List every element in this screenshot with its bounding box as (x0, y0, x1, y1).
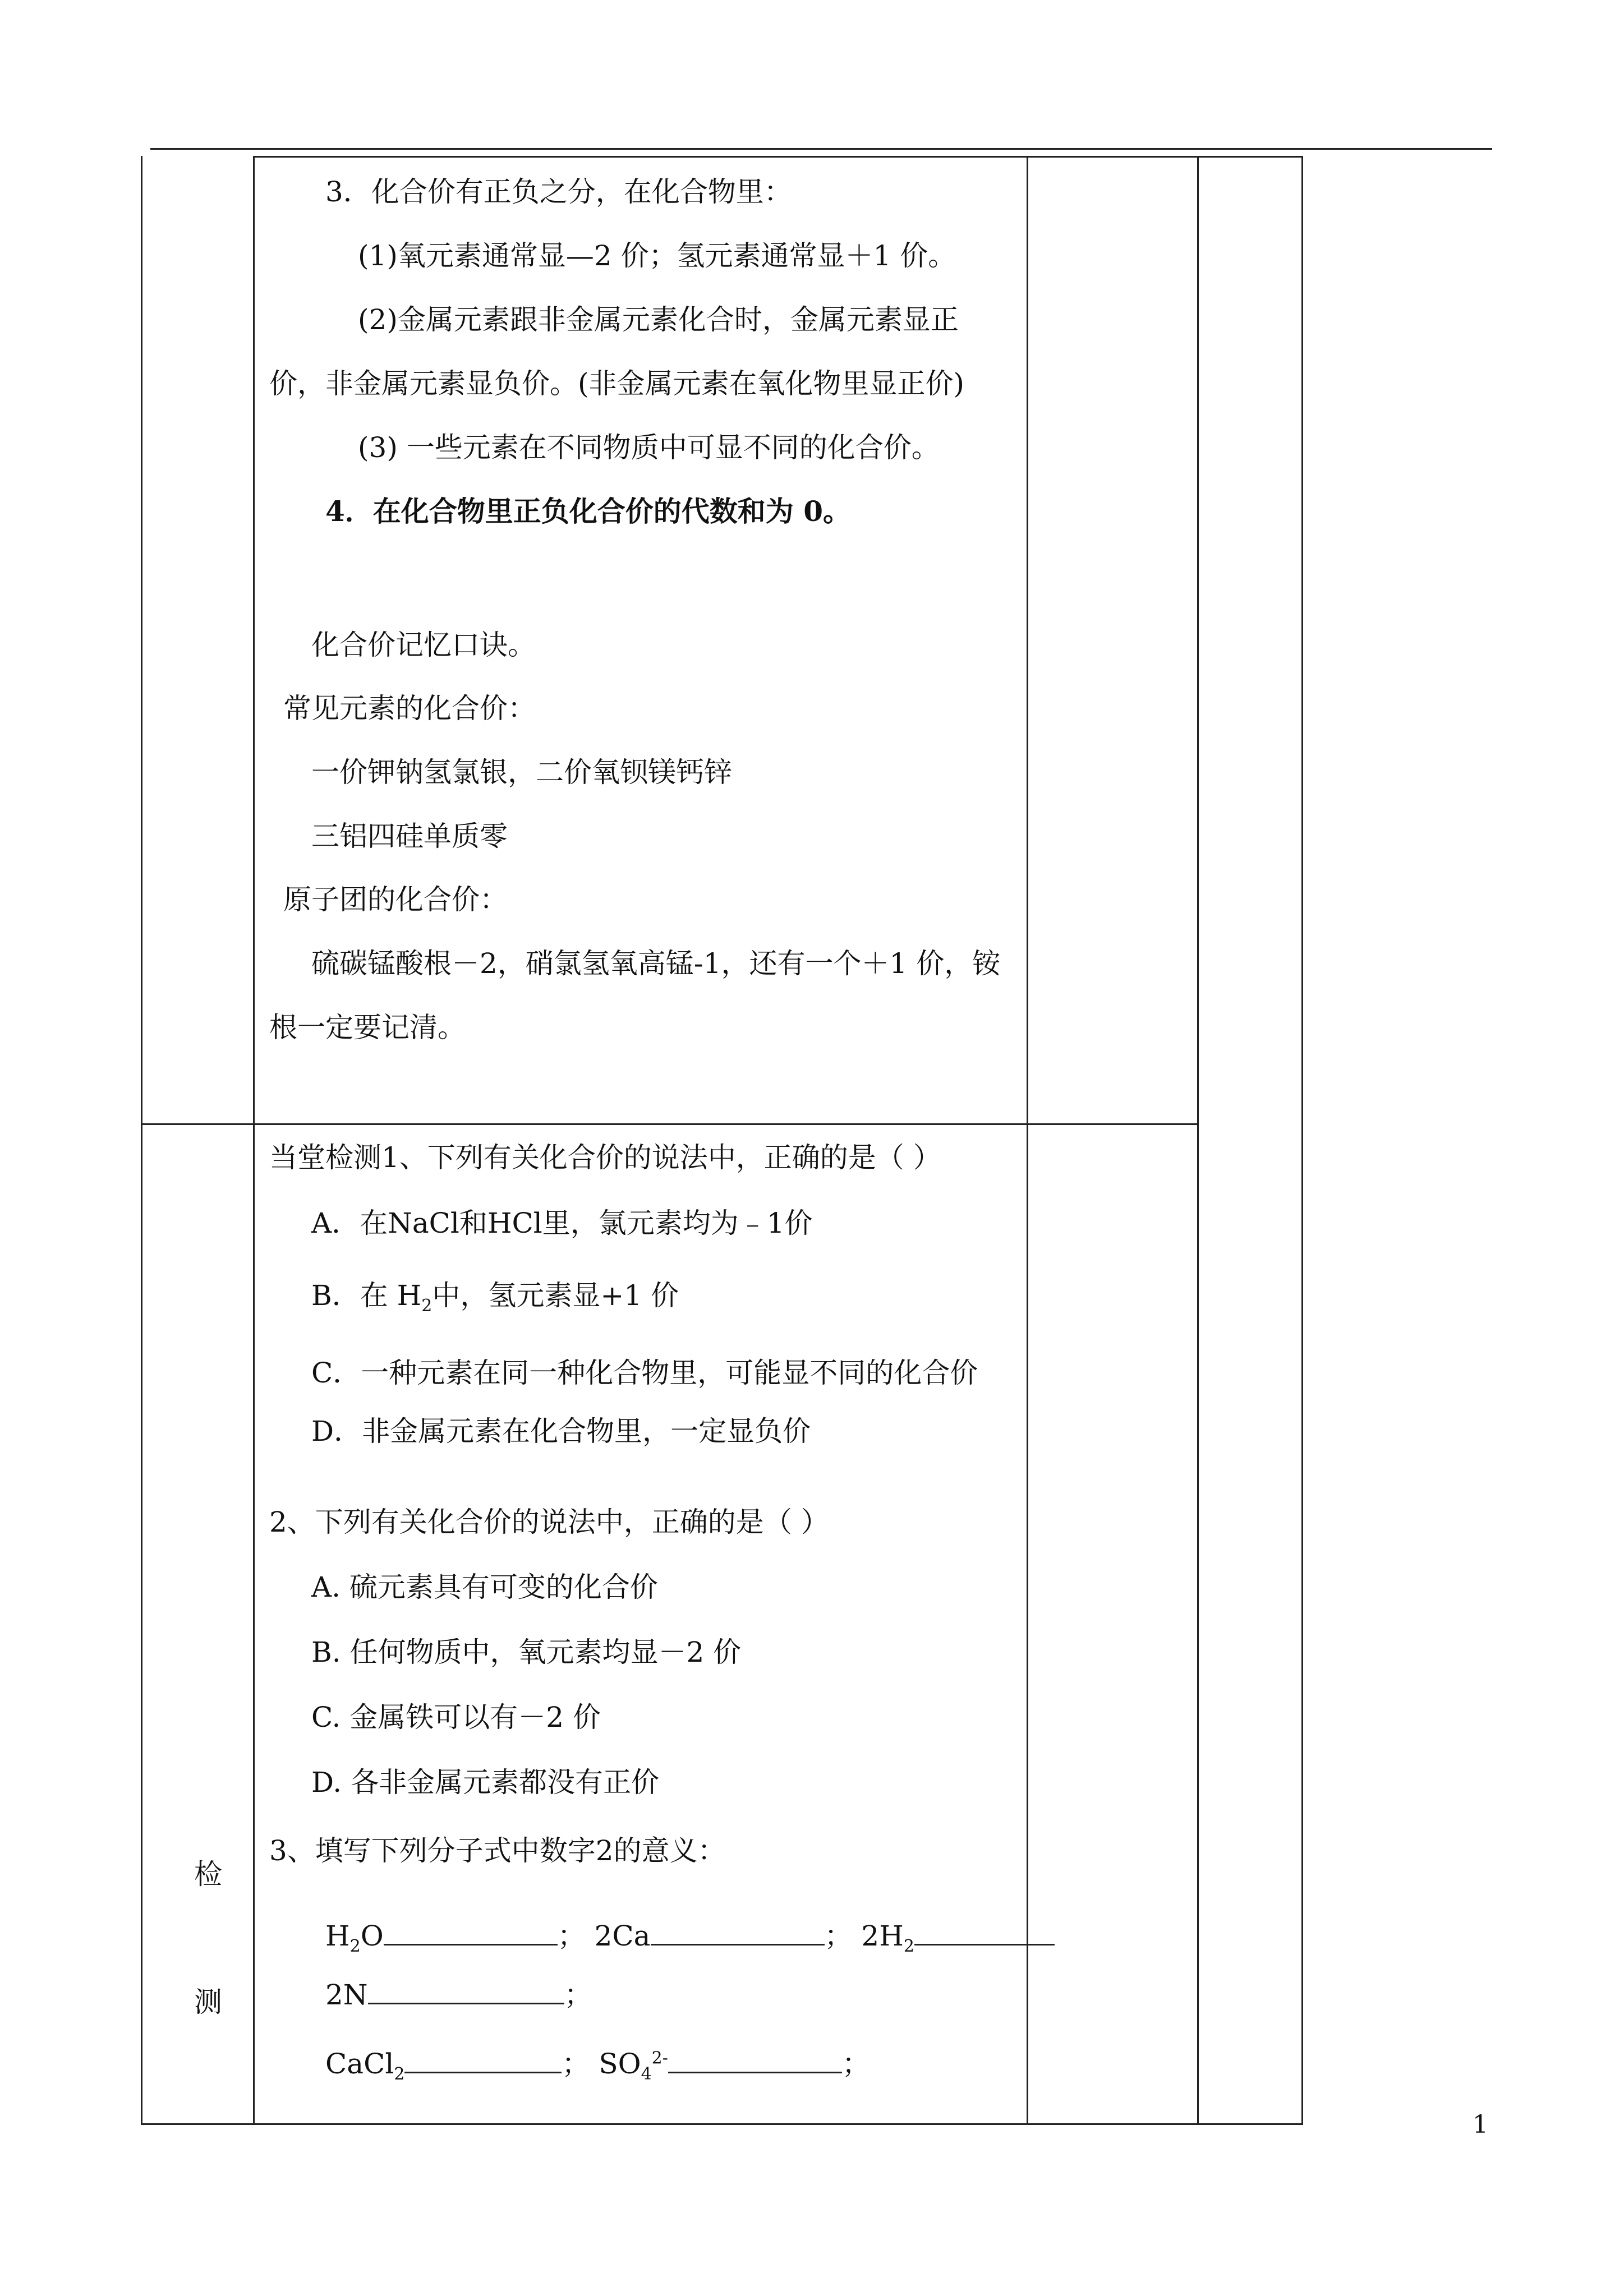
blank-2n[interactable] (368, 1977, 564, 2004)
q1-option-a: A．在NaCl和HCl里，氯元素均为﹣1价 (311, 1207, 813, 1239)
formula-2h2: $2H_2$ (861, 1920, 914, 1956)
q1-option-b-sub: 2 (421, 1296, 433, 1316)
q1-stem: 当堂检测1、下列有关化合价的说法中，正确的是（ ） (269, 1141, 941, 1174)
rule-3-3: (3) 一些元素在不同物质中可显不同的化合价。 (358, 431, 940, 464)
q2-option-d: D. 各非金属元素都没有正价 (311, 1766, 660, 1799)
separator: ； (824, 1920, 853, 1952)
side-label-1: 检 (194, 1858, 222, 1891)
table-border-left (141, 156, 142, 2124)
q1-option-b-pre: B．在 H (311, 1279, 422, 1312)
formula-cacl2: CaCl$_2$ (325, 2048, 405, 2084)
table-divider-2 (1027, 156, 1028, 2124)
separator: ； (564, 1979, 592, 2011)
table-row-separator (141, 1123, 1197, 1125)
blank-2ca[interactable] (651, 1918, 825, 1945)
q1-option-b-post: 中，氢元素显+1 价 (432, 1279, 679, 1312)
separator: ； (841, 2048, 870, 2080)
q1-option-b (311, 1279, 679, 1316)
table-border-right (1301, 156, 1303, 2124)
table-border-bottom (141, 2123, 1303, 2125)
table-divider-1 (253, 156, 255, 2124)
mnemonic-title: 化合价记忆口诀。 (311, 629, 536, 661)
formula-so4: $SO_4^{2-}$ (599, 2048, 668, 2084)
q3-row-2 (325, 1977, 592, 2012)
rule-3-1: (1)氧元素通常显—2 价；氢元素通常显＋1 价。 (358, 239, 956, 272)
side-label-2: 测 (194, 1986, 222, 2018)
common-line-1: 一价钾钠氢氯银，二价氧钡镁钙锌 (311, 756, 732, 789)
q3-row-3 (325, 2046, 870, 2084)
rule-3-2a: (2)金属元素跟非金属元素化合时，金属元素显正 (358, 303, 959, 336)
separator: ； (562, 2048, 590, 2080)
q3-row-1 (325, 1918, 1055, 1956)
q1-option-c: C．一种元素在同一种化合物里，可能显不同的化合价 (311, 1357, 978, 1389)
q2-option-a: A. 硫元素具有可变的化合价 (311, 1571, 658, 1603)
blank-so4[interactable] (668, 2046, 842, 2073)
blank-h2o[interactable] (384, 1918, 558, 1945)
q1-option-d: D．非金属元素在化合物里，一定显负价 (311, 1415, 811, 1447)
formula-2ca: 2Ca (594, 1920, 651, 1952)
table-divider-3 (1197, 156, 1199, 2124)
separator: ； (557, 1920, 586, 1952)
q2-option-b: B. 任何物质中，氧元素均显－2 价 (311, 1636, 742, 1668)
rule-3: 3．化合价有正负之分，在化合物里： (325, 176, 792, 208)
blank-cacl2[interactable] (404, 2046, 562, 2073)
radical-line-1: 硫碳锰酸根－2，硝氯氢氧高锰-1，还有一个＋1 价，铵 (311, 947, 1001, 980)
common-title: 常见元素的化合价： (283, 692, 536, 725)
rule-4: 4．在化合物里正负化合价的代数和为 0。 (325, 495, 851, 528)
q2-stem: 2、下列有关化合价的说法中，正确的是（ ） (269, 1506, 829, 1538)
table-border-top (253, 156, 1302, 158)
common-line-2: 三铝四硅单质零 (311, 820, 508, 852)
radical-line-2: 根一定要记清。 (269, 1011, 466, 1044)
header-rule (150, 148, 1492, 150)
radical-title: 原子团的化合价： (283, 883, 508, 916)
q2-option-c: C. 金属铁可以有－2 价 (311, 1701, 601, 1733)
page-number: 1 (1473, 2110, 1488, 2139)
blank-2h2[interactable] (914, 1918, 1055, 1945)
rule-3-2b: 价，非金属元素显负价。(非金属元素在氧化物里显正价) (269, 367, 965, 400)
formula-h2o: $H_2O$ (325, 1920, 384, 1956)
q3-stem: 3、填写下列分子式中数字2的意义： (269, 1834, 726, 1867)
formula-2n: 2N (325, 1979, 368, 2011)
